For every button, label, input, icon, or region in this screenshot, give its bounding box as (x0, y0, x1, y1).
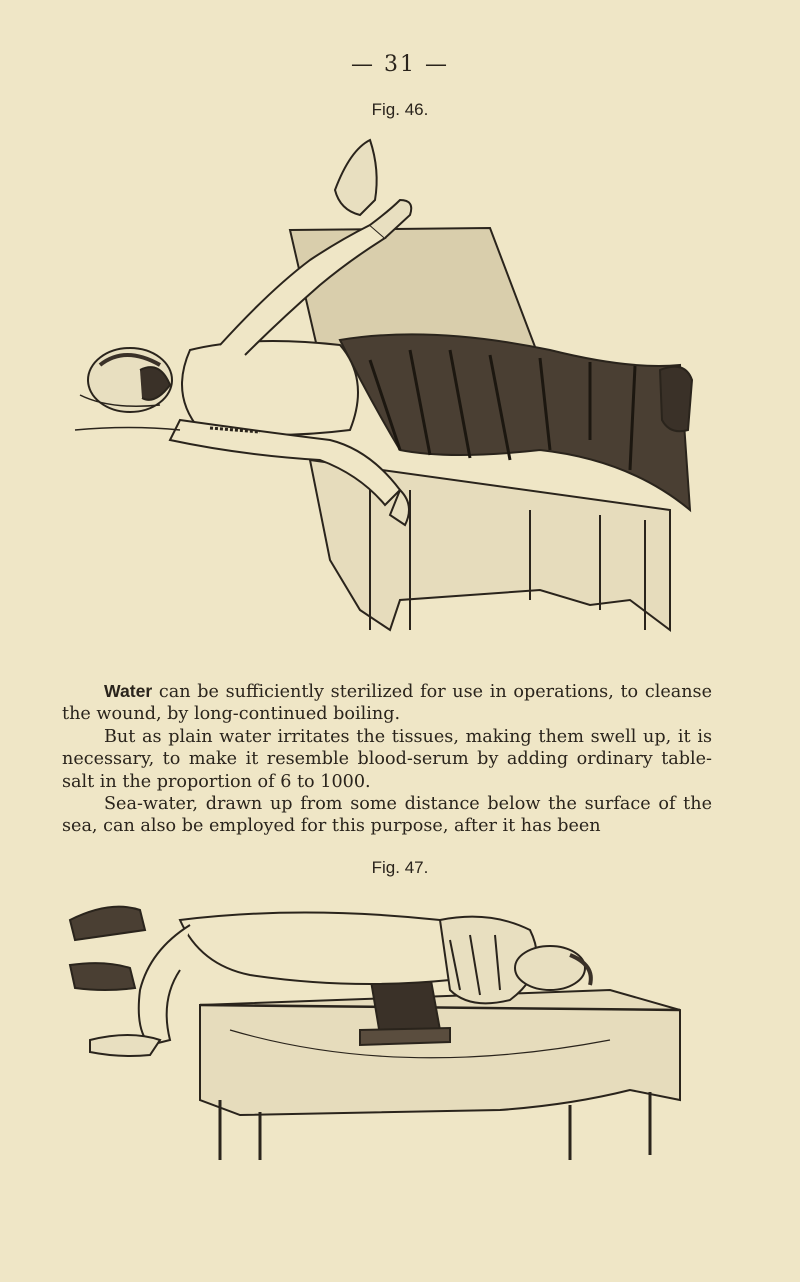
body-text (62, 680, 712, 838)
page-number: — 31 — (351, 52, 449, 77)
paragraph-2: But as plain water irritates the tissues, making them swell up, it is necessary, to make it resemble blood-serum by adding ordinary table-salt in the proportion of 6 to 1000. (62, 726, 712, 792)
figure-47-illustration (50, 880, 710, 1170)
figure-46-illustration (70, 130, 710, 670)
paragraph-1-lead: Water (104, 681, 153, 701)
figure-46-caption: Fig. 46. (371, 100, 429, 119)
figure-47-caption: Fig. 47. (371, 858, 429, 877)
paragraph-3: Sea-water, drawn up from some distance below the surface of the sea, can also be employed for this purpose, after it has been (62, 794, 712, 837)
paragraph-1 (62, 680, 712, 726)
paragraph-1-rest: can be sufficiently sterilized for use in operations, to cleanse the wound, by long-continued boiling. (62, 682, 712, 725)
